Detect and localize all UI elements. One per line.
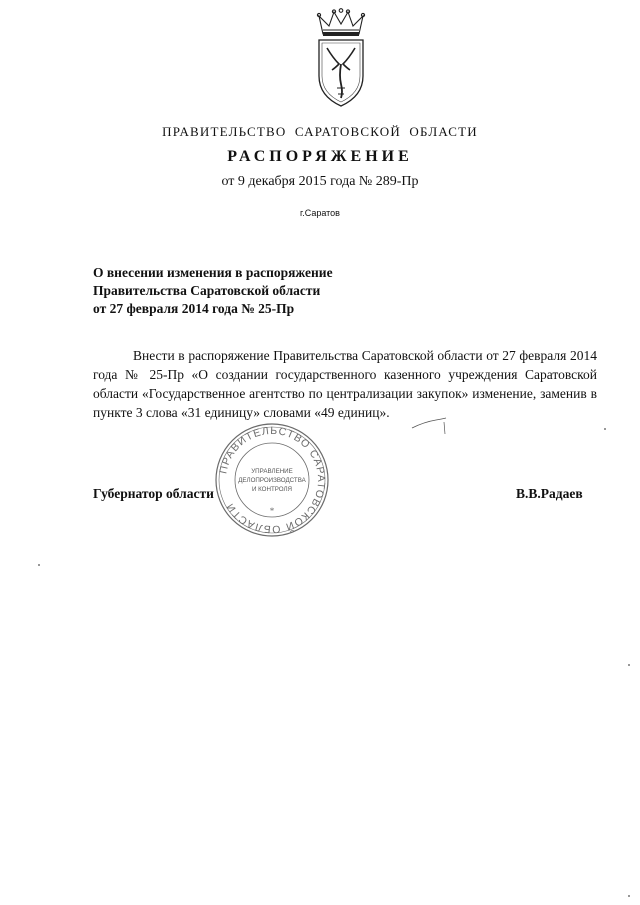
scan-artifact (628, 895, 630, 897)
stamp-center-text: УПРАВЛЕНИЕ (251, 468, 293, 475)
signature-mark (410, 414, 450, 436)
government-title: ПРАВИТЕЛЬСТВО САРАТОВСКОЙ ОБЛАСТИ (162, 124, 478, 139)
subject-line: О внесении изменения в распоряжение (93, 265, 333, 280)
scan-artifact (38, 564, 40, 566)
signatory-name: В.В.Радаев (516, 486, 583, 501)
scan-artifact (628, 664, 630, 666)
coat-of-arms-icon (313, 8, 369, 110)
subject-line: от 27 февраля 2014 года № 25-Пр (93, 301, 295, 316)
stamp-star-icon: * (269, 506, 275, 516)
document-body (93, 346, 597, 422)
body-paragraph: Внести в распоряжение Правительства Саратовской области от 27 февраля 2014 года № 25-Пр «О создании государственного казенного учреждения Саратовской области «Государственное агентство по централизации закупок» изменение, заменив в пункте 3 слова «31 единицу» словами «49 единиц». (93, 348, 597, 420)
subject-line: Правительства Саратовской области (93, 283, 321, 298)
stamp-ring-text: ПРАВИТЕЛЬСТВО САРАТОВСКОЙ ОБЛАСТИ (217, 424, 328, 536)
document-city: г.Саратов (300, 208, 340, 218)
stamp-center-text: И КОНТРОЛЯ (251, 486, 293, 493)
document-date-number: от 9 декабря 2015 года № 289-Пр (221, 174, 419, 189)
official-stamp (214, 422, 330, 538)
document-type: РАСПОРЯЖЕНИЕ (227, 148, 413, 165)
signatory-role: Губернатор области (93, 486, 214, 501)
scan-artifact (604, 428, 606, 430)
document-subject (93, 264, 413, 318)
stamp-center-text: ДЕЛОПРОИЗВОДСТВА (238, 477, 306, 484)
